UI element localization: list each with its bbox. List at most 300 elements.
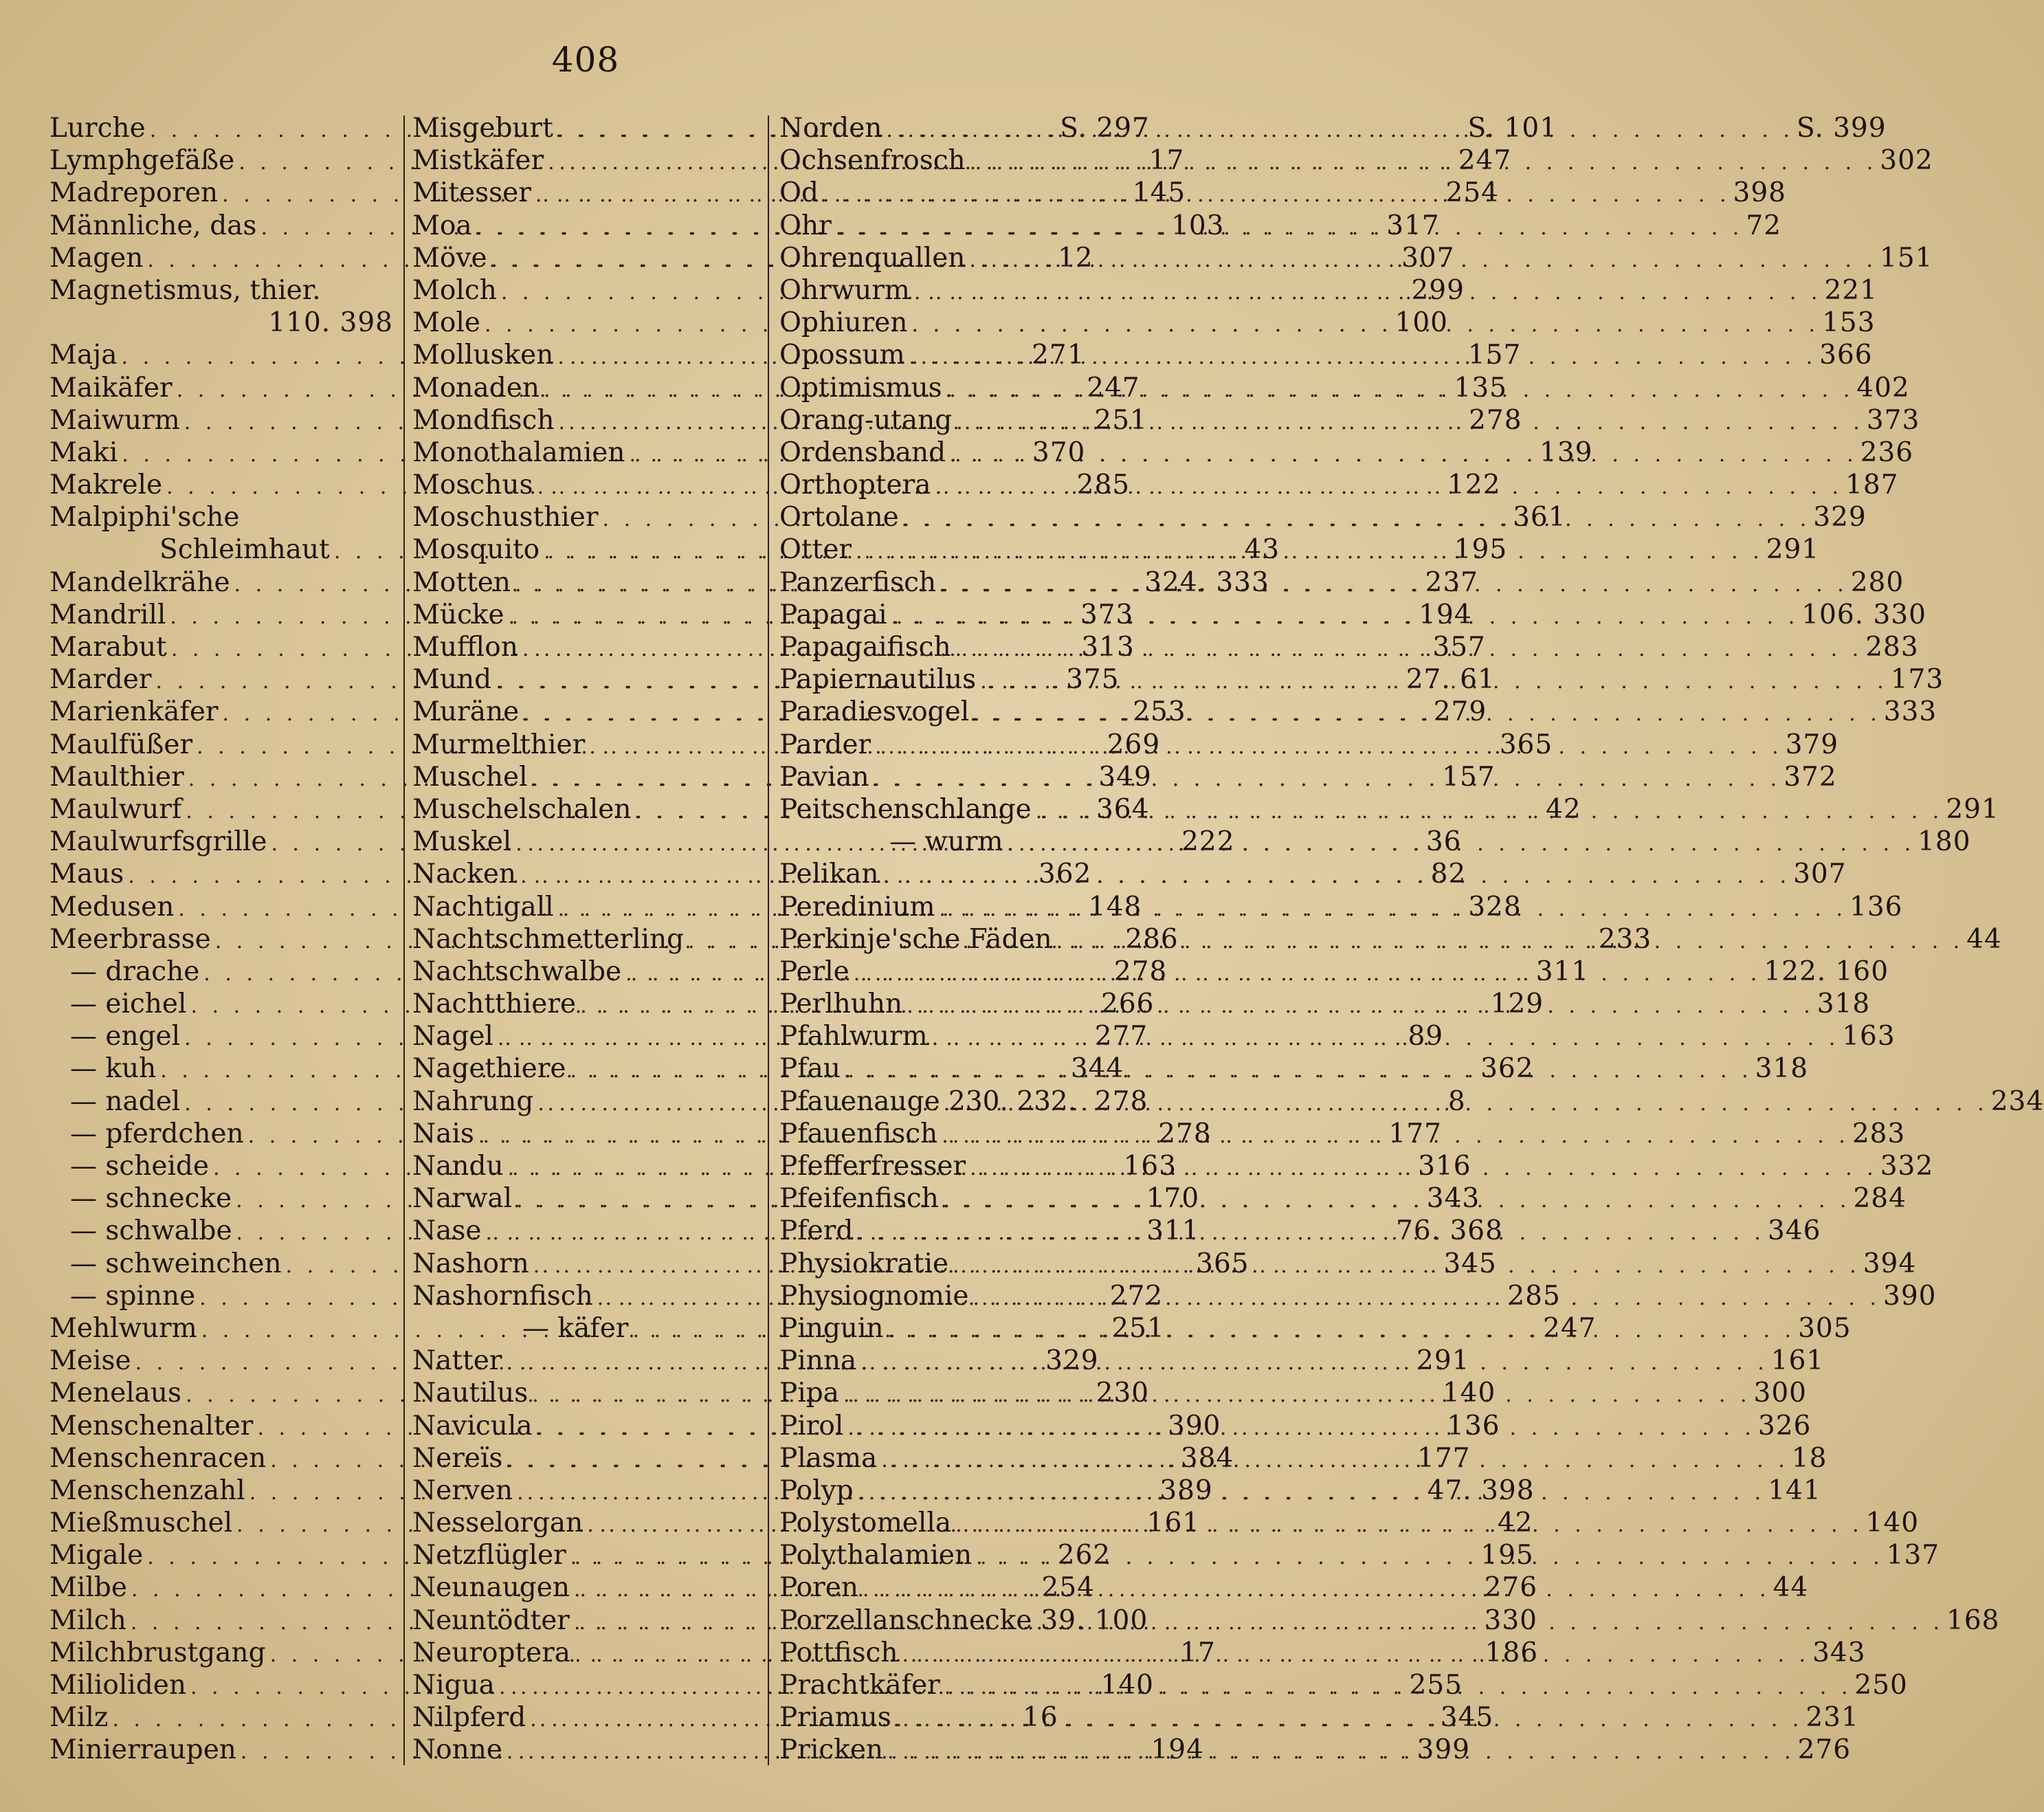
index-page-ref: 379 (1785, 729, 1839, 760)
index-term: Nautilus (412, 1378, 529, 1409)
index-page-ref: 247 (1458, 145, 1512, 177)
index-page-ref: 12 (1057, 242, 1093, 274)
leader-dots (951, 1509, 1863, 1541)
index-page-ref: 253 (1133, 696, 1186, 728)
index-page-ref: 284 (1853, 1183, 1907, 1215)
index-page-ref: 173 (1890, 664, 1944, 696)
index-page-ref: 345 (1443, 1248, 1497, 1279)
index-page-ref: 316 (1418, 1151, 1471, 1182)
index-term: Menschenzahl (49, 1474, 245, 1506)
leader-dots (853, 1217, 1765, 1249)
index-term: Nashornfisch (412, 1280, 593, 1312)
index-page-ref: 42 (1546, 793, 1581, 825)
index-term: — spinne (70, 1280, 196, 1312)
index-term: Mund (412, 664, 492, 696)
index-term: Moschusthier (412, 502, 599, 533)
index-entry (779, 1085, 2044, 1118)
index-term: — scheide (70, 1151, 209, 1182)
leader-dots (871, 731, 1783, 763)
index-page-ref: 157 (1442, 761, 1496, 793)
index-page-ref: 251 (1111, 1312, 1165, 1344)
index-page-ref: 140 (1442, 1378, 1496, 1409)
index-page-ref: 137 (1886, 1540, 1940, 1571)
index-page-ref: 135 (1454, 372, 1507, 404)
index-page-ref: 177 (1388, 1118, 1442, 1149)
leader-dots (877, 1444, 1789, 1477)
index-term: Mehlwurm (49, 1312, 197, 1344)
leader-dots (928, 1022, 1840, 1054)
index-term: Pipa (779, 1378, 839, 1409)
index-page-ref: 44 (1773, 1572, 1809, 1604)
index-term: Minierraupen (49, 1734, 236, 1766)
index-term: Polyp (779, 1474, 854, 1506)
index-term: — eichel (70, 988, 187, 1020)
index-term: Möve (412, 242, 487, 274)
index-page-ref: 346 (1767, 1215, 1821, 1247)
leader-dots (858, 1573, 1770, 1606)
index-page-ref: 399 (1417, 1734, 1470, 1766)
leader-dots (966, 146, 1878, 179)
index-page-ref: 16 (1023, 1702, 1058, 1734)
index-page-ref: 100 (1395, 307, 1448, 339)
index-page-ref: S. 297 (1060, 113, 1150, 144)
index-term: Magnetismus, thier. (49, 274, 321, 306)
index-page-ref: 398 (1733, 177, 1786, 209)
index-page-ref: 140 (1865, 1507, 1920, 1539)
leader-dots (940, 1671, 1852, 1703)
leader-dots (898, 1639, 1810, 1671)
index-term: Nesselorgan (412, 1507, 584, 1539)
index-page-ref: 278 (1469, 404, 1522, 436)
index-term: Mücke (412, 599, 504, 630)
index-page-ref: 402 (1856, 372, 1910, 404)
index-term: — nadel (70, 1085, 181, 1117)
index-term: Norden (779, 113, 882, 144)
index-term: Motten (412, 566, 511, 598)
index-term: Pinna (779, 1345, 857, 1377)
index-term: Mitesser (412, 177, 531, 209)
index-term: Moa (412, 210, 472, 241)
leader-dots (832, 212, 1744, 244)
leader-dots (948, 1250, 1860, 1282)
index-page-ref: 285 (1076, 469, 1131, 501)
index-term: Mosquito (412, 534, 540, 566)
index-page-ref: 362 (1480, 1053, 1534, 1085)
index-term: Polythalamien (779, 1540, 973, 1571)
index-page-ref: 345 (1440, 1702, 1494, 1734)
index-term: Nagel (412, 1021, 493, 1052)
index-page-ref: 311 (1535, 955, 1590, 987)
index-term: Maulwurfsgrille (49, 826, 267, 858)
index-page-ref: 153 (1822, 307, 1876, 339)
index-page-ref: 318 (1755, 1053, 1809, 1085)
index-term: Nachtschwalbe (412, 955, 622, 987)
index-page-ref: 330 (1484, 1604, 1537, 1636)
index-term: — schweinchen (70, 1248, 282, 1279)
index-page-ref: 283 (1852, 1118, 1906, 1149)
index-page-ref: 328 (1468, 891, 1522, 922)
leader-dots (946, 439, 1858, 471)
index-term: Meerbrasse (49, 923, 211, 955)
index-term: — schwalbe (70, 1215, 232, 1247)
index-page-ref: 44 (1966, 923, 2002, 955)
index-term: Nase (412, 1215, 482, 1247)
index-page-ref: 305 (1798, 1312, 1852, 1344)
index-page-ref: 250 (1854, 1670, 1908, 1701)
index-term: Meise (49, 1345, 131, 1377)
index-term: Parder (779, 729, 871, 760)
index-term: Pferd (779, 1215, 854, 1247)
index-term: Ortolane (779, 502, 899, 533)
index-page-ref: 230 (1096, 1378, 1150, 1409)
index-term: Nahrung (412, 1085, 534, 1117)
index-page-ref: 262 (1057, 1540, 1111, 1571)
index-term: Moschus (412, 469, 533, 501)
index-term: Pinguin (779, 1312, 884, 1344)
leader-dots (969, 698, 1881, 730)
index-term: Peredinium (779, 891, 935, 922)
index-term: Menschenracen (49, 1442, 267, 1474)
index-term: Orang-utang (779, 404, 953, 436)
index-term: Maulfüßer (49, 729, 193, 760)
index-page-ref: 365 (1196, 1248, 1249, 1279)
index-term: Mistkäfer (412, 145, 544, 177)
index-term: Murmelthier (412, 729, 586, 760)
index-page-ref: 272 (1109, 1280, 1164, 1312)
index-term: Mandelkrähe (49, 566, 230, 598)
index-page-ref: 27. 61 (1406, 664, 1496, 696)
index-page-ref: 318 (1817, 988, 1871, 1020)
index-term: Netzflügler (412, 1540, 566, 1571)
leader-dots (905, 341, 1817, 373)
index-page-ref: 278 (1113, 955, 1168, 987)
index-term: Mole (412, 307, 480, 339)
index-term: Maki (49, 437, 118, 468)
index-term: Ochsenfrosch (779, 145, 966, 177)
leader-dots (939, 1184, 1851, 1217)
index-term: Nereïs (412, 1442, 503, 1474)
index-term: Pavian (779, 761, 869, 793)
index-term: Muskel (412, 826, 512, 858)
index-term: Maulthier (49, 761, 184, 793)
leader-dots (843, 1412, 1755, 1444)
index-page-ref: 271 (1032, 340, 1085, 371)
index-term: Porzellanschnecke (779, 1604, 1032, 1636)
index-entry (49, 274, 393, 307)
index-page-ref: S. 399 (1797, 113, 1887, 144)
index-page-ref: 43 (1244, 534, 1280, 566)
index-term: Pelikan (779, 859, 879, 890)
index-term: Männliche, das (49, 210, 257, 241)
index-page-ref: 299 (1411, 274, 1465, 306)
index-term: Poren (779, 1572, 858, 1604)
index-page-ref: 307 (1401, 242, 1455, 274)
index-page-ref: 122 (1447, 469, 1501, 501)
leader-dots (854, 1477, 1766, 1509)
index-page-ref: 177 (1417, 1442, 1471, 1474)
index-page-ref: 364 (1096, 793, 1150, 825)
index-page-ref: 110. 398 (268, 307, 393, 339)
index-entry (49, 501, 393, 533)
index-term: Menelaus (49, 1378, 182, 1409)
index-page-ref: 344 (1070, 1053, 1124, 1085)
index-term: Mufflon (412, 632, 518, 663)
index-term: Narwal (412, 1183, 513, 1215)
index-page-ref: 324. 333 (1144, 566, 1269, 598)
index-term: Orthoptera (779, 469, 931, 501)
index-term: Polystomella (779, 1507, 952, 1539)
index-term: Lymphgefäße (49, 145, 235, 177)
leader-dots (887, 601, 1799, 633)
index-term: Physiognomie (779, 1280, 969, 1312)
index-term: Marabut (49, 632, 167, 663)
index-term: — pferdchen (70, 1118, 244, 1149)
index-page-ref: 291 (1946, 793, 1999, 825)
index-term: Papiernautilus (779, 664, 977, 696)
index-term: Pirol (779, 1410, 844, 1441)
index-term: Pottfisch (779, 1637, 898, 1668)
index-page-ref: 140 (1100, 1670, 1154, 1701)
leader-dots (883, 1736, 1795, 1768)
index-page-ref: 247 (1543, 1312, 1597, 1344)
index-page-ref: S. 101 (1467, 113, 1558, 144)
index-term: — käfer (522, 1312, 629, 1344)
index-term: Maulwurf (49, 793, 182, 825)
index-term: Maiwurm (49, 404, 180, 436)
index-page-ref: 349 (1098, 761, 1152, 793)
index-page-ref: 145 (1132, 177, 1186, 209)
index-page-ref: 277 (1094, 1021, 1148, 1052)
index-term: Nais (412, 1118, 474, 1149)
index-term: Paradiesvogel (779, 696, 970, 728)
index-page-ref: 82 (1430, 859, 1467, 890)
index-page-ref: 163 (1842, 1021, 1896, 1052)
index-term: Magen (49, 242, 144, 274)
index-term: Od (779, 177, 819, 209)
index-term: Pfauenfisch (779, 1118, 938, 1149)
index-page-ref: 302 (1880, 145, 1933, 177)
index-page-ref: 390 (1883, 1280, 1937, 1312)
index-page-ref: 72 (1746, 210, 1781, 241)
index-term: Priamus (779, 1702, 891, 1734)
index-term: Neuroptera (412, 1637, 571, 1668)
index-term: Ophiuren (779, 307, 908, 339)
index-page-ref: 279 (1433, 696, 1487, 728)
index-page-ref: 291 (1417, 1345, 1470, 1377)
leader-dots (965, 244, 1877, 276)
leader-dots (869, 763, 1781, 795)
index-page-ref: 139 (1540, 437, 1593, 468)
index-term: Pfeifenfisch (779, 1183, 939, 1215)
index-page-ref: 370 (1032, 437, 1086, 468)
index-page-ref: 362 (1038, 859, 1092, 890)
index-term: Makrele (49, 469, 163, 501)
index-term: Maikäfer (49, 372, 173, 404)
index-page-ref: 365 (1499, 729, 1553, 760)
index-page-ref: 129 (1490, 988, 1544, 1020)
index-term: Papagai (779, 599, 887, 630)
index-term: Medusen (49, 891, 175, 922)
index-page-ref: 373 (1080, 599, 1134, 630)
index-page-ref: 106. 330 (1801, 599, 1926, 630)
index-term: Pricken (779, 1734, 884, 1766)
index-page-ref: 266 (1101, 988, 1155, 1020)
index-term: Milz (49, 1702, 109, 1734)
leader-dots (1003, 828, 1915, 860)
index-page-ref: 357 (1432, 632, 1486, 663)
index-page-ref: 8 (1447, 1085, 1466, 1117)
index-page-ref: 148 (1088, 891, 1142, 922)
leader-dots (936, 568, 1848, 601)
index-page-ref: 280 (1850, 566, 1904, 598)
index-page-ref: 237 (1425, 566, 1478, 598)
index-page-ref: 186 (1485, 1637, 1539, 1668)
index-term: Ohrwurm (779, 274, 910, 306)
index-page-ref: 36 (1425, 826, 1462, 858)
index-page-ref: 372 (1784, 761, 1837, 793)
leader-dots (841, 1054, 1753, 1087)
leader-dots (839, 1379, 1751, 1411)
index-term: Ordensband (779, 437, 946, 468)
index-term: Madreporen (49, 177, 219, 209)
index-page-ref: 180 (1918, 826, 1971, 858)
index-page-ref: 329 (1045, 1345, 1099, 1377)
index-term: Migale (49, 1540, 144, 1571)
index-page-ref: 136 (1447, 1410, 1500, 1441)
index-page-ref: 276 (1484, 1572, 1538, 1604)
index-page-ref: 157 (1467, 340, 1522, 371)
index-page-ref: 291 (1766, 534, 1820, 566)
index-term: Perkinje'sche Fäden (779, 923, 1052, 955)
leader-dots (879, 860, 1791, 892)
leader-dots (952, 406, 1864, 439)
index-term: Nacken (412, 859, 517, 890)
leader-dots (819, 179, 1731, 211)
index-term: Physiokratie (779, 1248, 949, 1279)
index-term: Monothalamien (412, 437, 625, 468)
index-term: Nerven (412, 1474, 513, 1506)
index-page-ref: 278 (1158, 1118, 1212, 1149)
index-term: Pfahlwurm (779, 1021, 928, 1052)
leader-dots (910, 276, 1822, 309)
leader-dots (937, 1120, 1849, 1152)
index-page-ref: 313 (1081, 632, 1135, 663)
index-term: Nashorn (412, 1248, 529, 1279)
index-term: Nagethiere (412, 1053, 566, 1085)
index-term: Nachtschmetterling (412, 923, 685, 955)
index-term: — engel (70, 1021, 181, 1052)
index-page-ref: 276 (1797, 1734, 1852, 1766)
index-term: Mießmuschel (49, 1507, 233, 1539)
leader-dots (856, 1347, 1768, 1379)
leader-dots (902, 990, 1814, 1022)
index-term: Optimismus (779, 372, 942, 404)
leader-dots (1032, 795, 1944, 828)
leader-dots (1052, 925, 1964, 958)
index-term: Nachtthiere (412, 988, 577, 1020)
index-page-ref: 329 (1813, 502, 1867, 533)
index-page-ref: 122. 160 (1764, 955, 1889, 987)
index-page-ref: 18 (1791, 1442, 1828, 1474)
leader-dots (891, 1703, 1803, 1736)
index-page-ref: 375 (1066, 664, 1120, 696)
leader-dots (935, 893, 1847, 925)
index-term: — kuh (70, 1053, 157, 1085)
index-page-ref: 343 (1426, 1183, 1480, 1215)
index-term: Nilpferd (412, 1702, 526, 1734)
index-page-ref: 326 (1757, 1410, 1812, 1441)
index-term: Peitschenschlange (779, 793, 1032, 825)
index-term: Pfau (779, 1053, 841, 1085)
index-term: Marder (49, 664, 152, 696)
page-number: 408 (551, 40, 620, 80)
leader-dots (899, 503, 1811, 535)
index-term: Nandu (412, 1151, 504, 1182)
index-term: Muräne (412, 696, 520, 728)
index-term: Pfefferfresser (779, 1151, 966, 1182)
index-page-ref: 161 (1770, 1345, 1825, 1377)
index-term: Perlhuhn (779, 988, 903, 1020)
index-term: Mondfisch (412, 404, 555, 436)
leader-dots (972, 1541, 1884, 1573)
index-page-ref: 269 (1107, 729, 1161, 760)
index-page-ref: 332 (1880, 1151, 1934, 1182)
index-page-ref: 76. 368 (1396, 1215, 1503, 1247)
index-page-ref: 254 (1041, 1572, 1095, 1604)
index-term: Perle (779, 955, 849, 987)
index-page-ref: 170 (1146, 1183, 1200, 1215)
index-term: Prachtkäfer (779, 1670, 940, 1701)
index-term: Neunaugen (412, 1572, 570, 1604)
leader-dots (942, 374, 1854, 406)
index-term: Nachtigall (412, 891, 554, 922)
index-term: Milchbrustgang (49, 1637, 266, 1668)
index-term: Ohrenquallen (779, 242, 966, 274)
leader-dots (1032, 1606, 1944, 1639)
leader-dots (852, 535, 1764, 568)
index-term: Maus (49, 859, 124, 890)
index-term: Ohr (779, 210, 832, 241)
index-page-ref: 161 (1146, 1507, 1201, 1539)
index-page-ref: 373 (1866, 404, 1920, 436)
index-term: Opossum (779, 340, 905, 371)
index-term: — wurm (889, 826, 1003, 858)
leader-dots (849, 958, 1762, 990)
index-term: Navicula (412, 1410, 533, 1441)
index-page-ref: 384 (1180, 1442, 1234, 1474)
index-term: Milbe (49, 1572, 127, 1604)
index-page-ref: 361 (1513, 502, 1566, 533)
index-page-ref: 233 (1598, 923, 1652, 955)
index-page-ref: 222 (1181, 826, 1235, 858)
index-page-ref: 317 (1386, 210, 1440, 241)
index-page-ref: 283 (1865, 632, 1919, 663)
index-page-ref: 221 (1824, 274, 1878, 306)
index-term: Muschelschalen (412, 793, 632, 825)
index-term: Plasma (779, 1442, 878, 1474)
index-term: Natter (412, 1345, 502, 1377)
index-term: Pfauenauge 230. 232. (779, 1085, 1077, 1117)
index-page-ref: 234 (1990, 1085, 2044, 1117)
leader-dots (1076, 1087, 1988, 1120)
index-page-ref: 307 (1793, 859, 1847, 890)
index-page-ref: 366 (1819, 340, 1873, 371)
index-term: Milch (49, 1604, 126, 1636)
leader-dots (884, 1314, 1796, 1347)
index-page-ref: 187 (1845, 469, 1899, 501)
index-term: Monaden (412, 372, 540, 404)
index-page-ref: 151 (1880, 242, 1933, 274)
